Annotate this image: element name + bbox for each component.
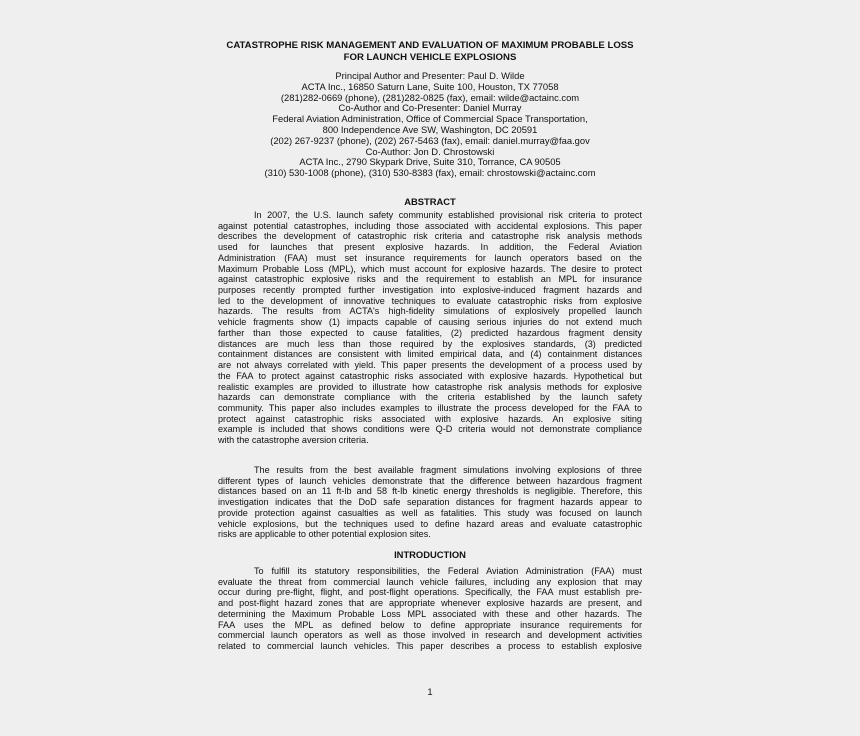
text-line: the FAA to protect against catastrophic risks associated with explosive hazards. Hypothetical but bbox=[218, 370, 642, 381]
author-line: 800 Independence Ave SW, Washington, DC 20591 bbox=[322, 123, 538, 135]
author-line: ACTA Inc., 2790 Skypark Drive, Suite 310, Torrance, CA 90505 bbox=[299, 156, 561, 168]
text-line: and post-flight hazard zones that are appropriate whenever explosive hazards are present, and bbox=[218, 598, 642, 609]
abstract-paragraph-1 bbox=[218, 210, 642, 446]
introduction-paragraph-1 bbox=[218, 566, 642, 652]
text-line: against potential catastrophes, including those associated with accidental explosions. This paper bbox=[218, 220, 642, 231]
author-line: (281)282-0669 (phone), (281)282-0825 (fax), email: wilde@actainc.com bbox=[280, 91, 580, 103]
text-line: purposes recently prompted further investigation into explosive-induced fragment hazards and bbox=[218, 285, 642, 296]
author-line: Co-Author: Jon D. Chrostowski bbox=[365, 145, 495, 157]
text-line: distances based on an 11 ft-lb and 58 ft-lb kinetic energy thresholds is negligible. Therefore, this bbox=[218, 486, 642, 497]
text-line: FAA uses the MPL as defined below to define appropriate insurance requirements for bbox=[218, 619, 642, 630]
text-line: vehicle fragments show (1) impacts capable of causing serious injuries do not extend much bbox=[218, 317, 642, 328]
text-line: distances are much less than those required by the explosives standards, (3) predicted bbox=[218, 338, 642, 349]
author-line: Co-Author and Co-Presenter: Daniel Murray bbox=[338, 102, 522, 114]
author-line: (202) 267-9237 (phone), (202) 267-5463 (fax), email: daniel.murray@faa.gov bbox=[270, 134, 590, 146]
text-line: are not always correlated with yield. This paper presents the development of a process used by bbox=[218, 360, 642, 371]
text-line: investigation indicates that the DoD safe separation distances for fragment hazards appear to bbox=[218, 497, 642, 508]
abstract-paragraph-2 bbox=[218, 465, 642, 540]
text-line: evaluate the threat from commercial launch vehicle failures, including any explosion that may bbox=[218, 576, 642, 587]
text-line: hazards. The results from ACTA's high-fidelity simulations of explosively propelled launch bbox=[218, 306, 642, 317]
text-line: To fulfill its statutory responsibilities, the Federal Aviation Administration (FAA) must bbox=[254, 566, 642, 576]
title-line: CATASTROPHE RISK MANAGEMENT AND EVALUATION OF MAXIMUM PROBABLE LOSS bbox=[226, 40, 634, 51]
text-line: Maximum Probable Loss (MPL), which must account for explosive hazards. The desire to protect bbox=[218, 263, 642, 274]
title-line: FOR LAUNCH VEHICLE EXPLOSIONS bbox=[343, 52, 517, 63]
text-line: vehicle explosions, but the techniques used to define hazard areas and evaluate catastrophic bbox=[218, 518, 642, 529]
text-line: containment distances are consistent with limited empirical data, and (4) containment distances bbox=[218, 349, 642, 360]
text-line: occur during pre-flight, flight, and post-flight operations. Specifically, the FAA must establish pre- bbox=[218, 587, 642, 598]
text-line: example is included that shows conditions were Q-D criteria would not demonstrate compliance bbox=[218, 424, 642, 435]
author-line: (310) 530-1008 (phone), (310) 530-8383 (fax), email: chrostowski@actainc.com bbox=[264, 167, 596, 179]
text-line: describes the development of catastrophic risk criteria and catastrophe risk analysis methods bbox=[218, 231, 642, 242]
text-line: realistic examples are provided to illustrate how catastrophe risk analysis methods for explosive bbox=[218, 381, 642, 392]
author-line: Federal Aviation Administration, Office of Commercial Space Transportation, bbox=[272, 113, 588, 125]
text-line: Administration (FAA) must set insurance requirements for launch operators based on the bbox=[218, 252, 642, 263]
page-number: 1 bbox=[427, 686, 433, 697]
text-line: In 2007, the U.S. launch safety community established provisional risk criteria to protect bbox=[254, 210, 642, 220]
text-line: against catastrophic explosive risks and the requirement to establish an MPL for insurance bbox=[218, 274, 642, 285]
text-line: risks are applicable to other potential explosion sites. bbox=[218, 529, 431, 540]
author-line: Principal Author and Presenter: Paul D. Wilde bbox=[335, 70, 525, 81]
text-line: community. This paper also includes examples to illustrate the process developed for the FAA to bbox=[218, 402, 642, 413]
text-line: protect against catastrophic risks associated with explosive hazards. An explosive siting bbox=[218, 413, 642, 424]
abstract-heading: ABSTRACT bbox=[404, 196, 456, 207]
text-line: used for launches that present explosive hazards. In addition, the Federal Aviation bbox=[218, 242, 642, 253]
paper-title bbox=[180, 40, 680, 64]
introduction-heading: INTRODUCTION bbox=[394, 549, 466, 560]
text-line: hazards can demonstrate compliance with the criteria established by the launch safety bbox=[218, 392, 642, 403]
text-line: provide protection against casualties as well as fatalities. This study was focused on launch bbox=[218, 507, 642, 518]
text-line: determining the Maximum Probable Loss MPL associated with these and other hazards. The bbox=[218, 608, 642, 619]
author-block bbox=[180, 71, 680, 179]
author-line: ACTA Inc., 16850 Saturn Lane, Suite 100, Houston, TX 77058 bbox=[301, 80, 559, 92]
text-line: led to the development of innovative techniques to evaluate catastrophic risks from explosive bbox=[218, 295, 642, 306]
text-line: with the catastrophe aversion criteria. bbox=[218, 435, 369, 446]
text-line: commercial launch operators as well as those involved in research and development activities bbox=[218, 630, 642, 641]
text-line: different types of launch vehicles demonstrate that the difference between hazardous fragment bbox=[218, 475, 642, 486]
text-line: related to commercial launch vehicles. This paper describes a process to establish explosive bbox=[218, 641, 642, 652]
text-line: farther than those expected to cause fatalities, (2) predicted hazardous fragment density bbox=[218, 327, 642, 338]
text-line: The results from the best available fragment simulations involving explosions of three bbox=[254, 465, 642, 475]
